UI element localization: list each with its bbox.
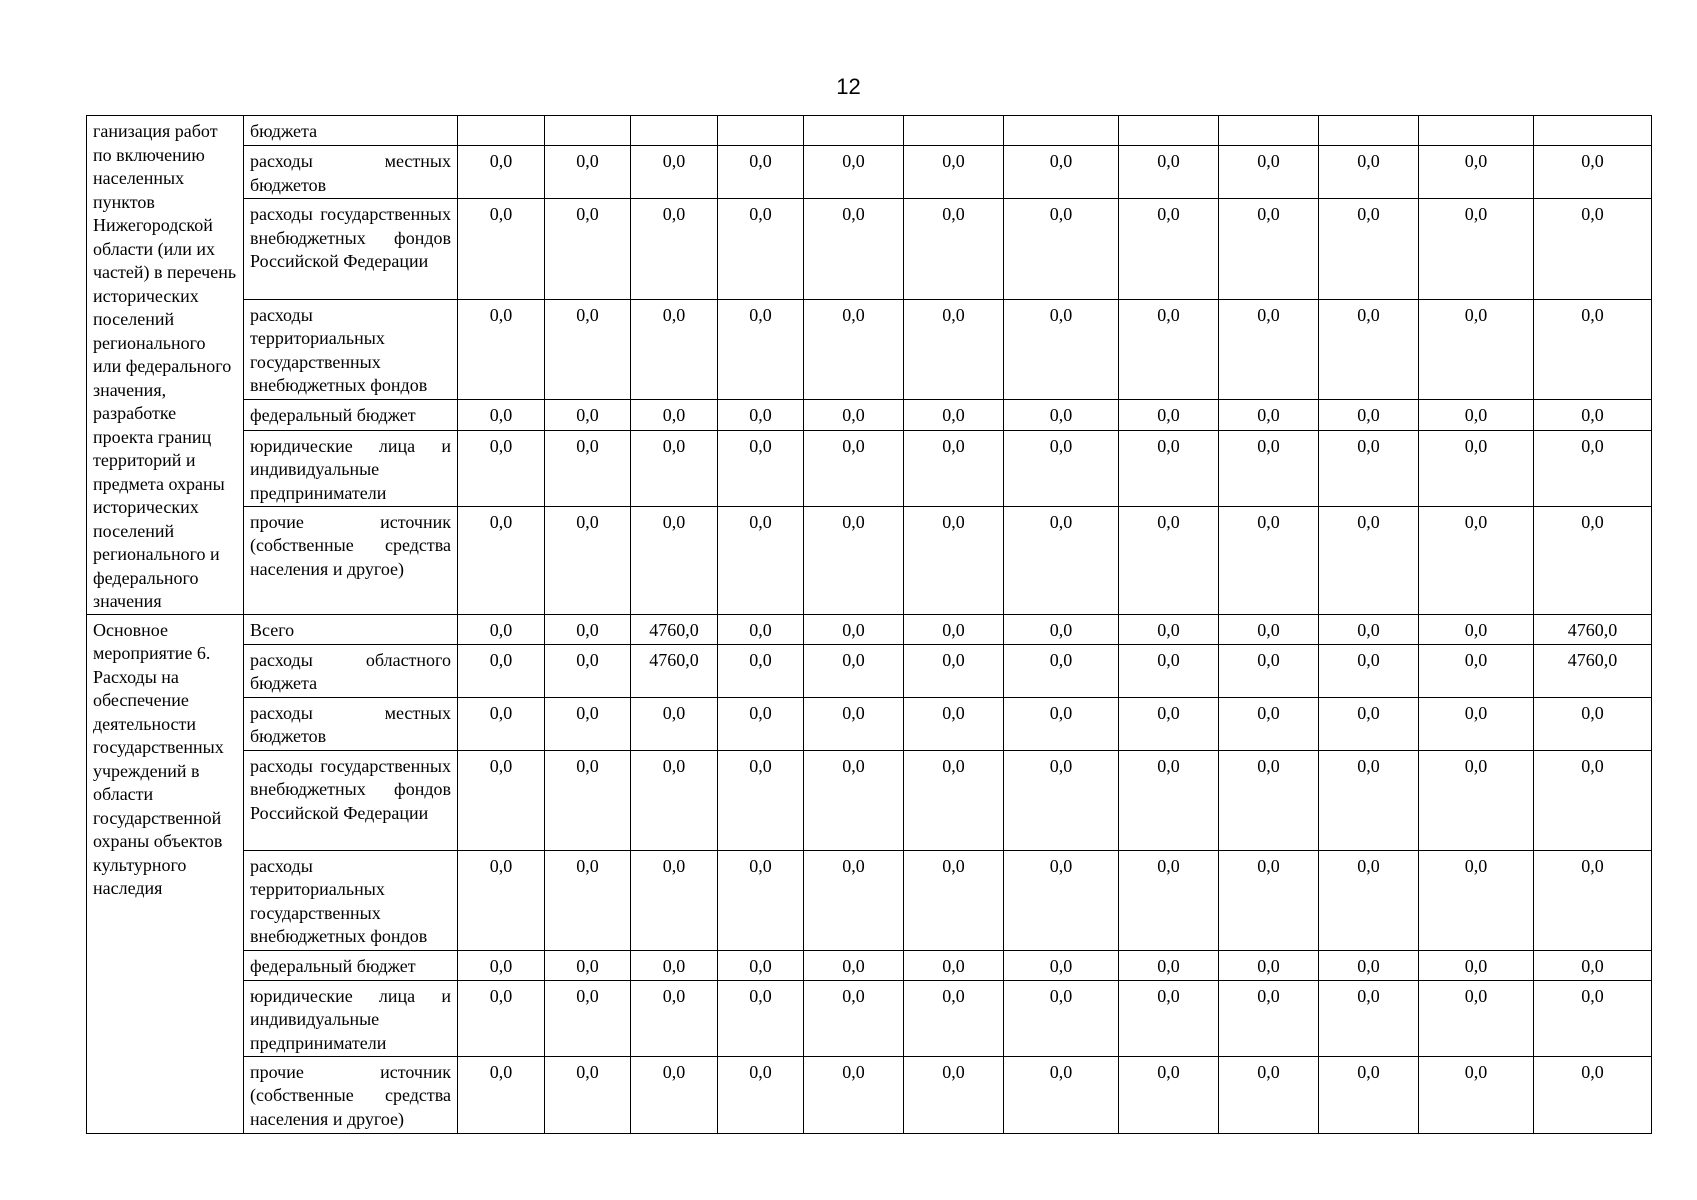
value-cell: 0,0 <box>458 299 545 400</box>
table-row <box>87 850 1652 950</box>
value-cell: 0,0 <box>904 750 1004 850</box>
value-cell: 0,0 <box>458 750 545 850</box>
value-cell: 0,0 <box>1004 697 1119 750</box>
value-cell <box>458 116 545 146</box>
value-cell: 0,0 <box>1219 506 1319 614</box>
value-cell: 0,0 <box>1004 1056 1119 1133</box>
value-cell: 0,0 <box>545 950 631 980</box>
value-cell <box>718 116 804 146</box>
value-cell: 0,0 <box>1319 146 1419 199</box>
value-cell: 0,0 <box>1119 750 1219 850</box>
value-cell: 0,0 <box>631 430 718 506</box>
value-cell: 0,0 <box>1119 644 1219 697</box>
value-cell: 0,0 <box>804 506 904 614</box>
value-cell: 0,0 <box>718 506 804 614</box>
value-cell: 0,0 <box>1219 950 1319 980</box>
value-cell: 0,0 <box>1419 146 1534 199</box>
value-cell: 0,0 <box>904 614 1004 644</box>
value-cell: 0,0 <box>458 400 545 430</box>
value-cell: 0,0 <box>631 1056 718 1133</box>
value-cell: 0,0 <box>1319 199 1419 300</box>
value-cell: 0,0 <box>545 750 631 850</box>
value-cell: 0,0 <box>1534 146 1652 199</box>
value-cell: 0,0 <box>804 1056 904 1133</box>
value-cell: 0,0 <box>545 430 631 506</box>
value-cell: 0,0 <box>1534 1056 1652 1133</box>
value-cell: 0,0 <box>1319 950 1419 980</box>
table-row <box>87 199 1652 300</box>
value-cell: 0,0 <box>1419 850 1534 950</box>
value-cell: 0,0 <box>545 980 631 1056</box>
value-cell: 0,0 <box>1004 506 1119 614</box>
page-number: 12 <box>836 74 861 99</box>
table-row <box>87 1056 1652 1133</box>
table-row <box>87 116 1652 146</box>
value-cell: 0,0 <box>1534 430 1652 506</box>
value-cell: 0,0 <box>804 400 904 430</box>
value-cell: 0,0 <box>631 980 718 1056</box>
value-cell: 0,0 <box>718 980 804 1056</box>
budget-table <box>86 115 1652 1134</box>
funding-source-cell: прочие источник (собственные средства населения и другое) <box>244 506 458 614</box>
value-cell: 0,0 <box>631 146 718 199</box>
value-cell: 0,0 <box>1419 644 1534 697</box>
value-cell: 0,0 <box>1004 614 1119 644</box>
value-cell: 0,0 <box>904 1056 1004 1133</box>
value-cell: 0,0 <box>718 697 804 750</box>
value-cell: 0,0 <box>631 299 718 400</box>
value-cell: 0,0 <box>718 199 804 300</box>
value-cell: 0,0 <box>545 506 631 614</box>
value-cell: 0,0 <box>1419 697 1534 750</box>
value-cell: 0,0 <box>1219 644 1319 697</box>
value-cell: 0,0 <box>904 299 1004 400</box>
value-cell: 0,0 <box>458 1056 545 1133</box>
funding-source-cell: расходы местных бюджетов <box>244 697 458 750</box>
value-cell: 0,0 <box>904 850 1004 950</box>
value-cell: 0,0 <box>631 850 718 950</box>
value-cell: 0,0 <box>631 697 718 750</box>
value-cell: 0,0 <box>1004 980 1119 1056</box>
value-cell: 0,0 <box>904 146 1004 199</box>
measure-cell: ганизация работ по включению населенных пунктов Нижегородской области (или их частей) в перечень исторических поселений регионального или федерального значения, разработке проекта границ территорий и предмета охраны исторических поселений регионального и федерального значения <box>87 116 244 615</box>
value-cell: 0,0 <box>1419 430 1534 506</box>
value-cell: 4760,0 <box>631 614 718 644</box>
value-cell: 0,0 <box>1004 644 1119 697</box>
funding-source-cell: федеральный бюджет <box>244 400 458 430</box>
value-cell: 0,0 <box>545 199 631 300</box>
value-cell: 0,0 <box>1534 950 1652 980</box>
value-cell: 0,0 <box>804 980 904 1056</box>
value-cell: 0,0 <box>545 614 631 644</box>
value-cell: 0,0 <box>458 850 545 950</box>
value-cell: 0,0 <box>458 146 545 199</box>
value-cell: 0,0 <box>545 299 631 400</box>
value-cell: 0,0 <box>458 697 545 750</box>
value-cell: 0,0 <box>1119 850 1219 950</box>
value-cell: 0,0 <box>1534 400 1652 430</box>
table-row <box>87 644 1652 697</box>
value-cell: 0,0 <box>1534 299 1652 400</box>
budget-table-body <box>87 116 1652 1134</box>
value-cell: 0,0 <box>1119 614 1219 644</box>
funding-source-cell: расходы территориальных государственных внебюджетных фондов <box>244 850 458 950</box>
value-cell: 0,0 <box>545 850 631 950</box>
value-cell: 0,0 <box>1004 950 1119 980</box>
funding-source-cell: бюджета <box>244 116 458 146</box>
value-cell: 0,0 <box>718 299 804 400</box>
value-cell: 0,0 <box>1319 506 1419 614</box>
value-cell: 0,0 <box>1419 980 1534 1056</box>
value-cell: 0,0 <box>1419 400 1534 430</box>
value-cell: 0,0 <box>1119 299 1219 400</box>
value-cell: 0,0 <box>1119 1056 1219 1133</box>
value-cell: 0,0 <box>1419 950 1534 980</box>
funding-source-cell: прочие источник (собственные средства населения и другое) <box>244 1056 458 1133</box>
value-cell: 0,0 <box>804 950 904 980</box>
value-cell: 0,0 <box>1219 980 1319 1056</box>
value-cell: 0,0 <box>1004 299 1119 400</box>
value-cell: 0,0 <box>1419 299 1534 400</box>
value-cell <box>1119 116 1219 146</box>
value-cell: 0,0 <box>718 146 804 199</box>
value-cell: 0,0 <box>1119 980 1219 1056</box>
value-cell <box>904 116 1004 146</box>
value-cell: 0,0 <box>1319 299 1419 400</box>
value-cell: 0,0 <box>631 400 718 430</box>
value-cell: 0,0 <box>545 400 631 430</box>
value-cell: 0,0 <box>1119 697 1219 750</box>
value-cell: 0,0 <box>1534 506 1652 614</box>
value-cell: 0,0 <box>1419 199 1534 300</box>
funding-source-cell: Всего <box>244 614 458 644</box>
value-cell: 0,0 <box>1219 430 1319 506</box>
value-cell: 0,0 <box>631 506 718 614</box>
value-cell <box>804 116 904 146</box>
value-cell: 0,0 <box>1219 614 1319 644</box>
value-cell: 0,0 <box>1219 146 1319 199</box>
value-cell: 4760,0 <box>1534 644 1652 697</box>
value-cell: 0,0 <box>1119 400 1219 430</box>
funding-source-cell: расходы государственных внебюджетных фондов Российской Федерации <box>244 750 458 850</box>
value-cell: 0,0 <box>1004 400 1119 430</box>
table-row <box>87 146 1652 199</box>
value-cell: 0,0 <box>458 950 545 980</box>
value-cell <box>1004 116 1119 146</box>
value-cell: 0,0 <box>458 506 545 614</box>
value-cell <box>545 116 631 146</box>
value-cell: 0,0 <box>1319 697 1419 750</box>
table-row <box>87 950 1652 980</box>
value-cell <box>1419 116 1534 146</box>
value-cell: 0,0 <box>804 299 904 400</box>
value-cell: 0,0 <box>631 950 718 980</box>
value-cell: 0,0 <box>718 950 804 980</box>
value-cell: 0,0 <box>904 644 1004 697</box>
value-cell <box>631 116 718 146</box>
value-cell: 0,0 <box>1319 980 1419 1056</box>
value-cell: 0,0 <box>904 950 1004 980</box>
value-cell: 0,0 <box>804 850 904 950</box>
table-row <box>87 506 1652 614</box>
table-row <box>87 400 1652 430</box>
value-cell: 0,0 <box>545 1056 631 1133</box>
funding-source-cell: юридические лица и индивидуальные предприниматели <box>244 430 458 506</box>
value-cell: 0,0 <box>718 430 804 506</box>
value-cell: 0,0 <box>1219 400 1319 430</box>
value-cell: 0,0 <box>545 697 631 750</box>
value-cell: 0,0 <box>1419 1056 1534 1133</box>
value-cell: 0,0 <box>1419 506 1534 614</box>
funding-source-cell: расходы государственных внебюджетных фондов Российской Федерации <box>244 199 458 300</box>
value-cell: 0,0 <box>904 400 1004 430</box>
value-cell: 0,0 <box>904 980 1004 1056</box>
value-cell <box>1319 116 1419 146</box>
value-cell: 0,0 <box>545 146 631 199</box>
value-cell: 0,0 <box>458 199 545 300</box>
value-cell: 0,0 <box>1319 750 1419 850</box>
value-cell: 0,0 <box>458 644 545 697</box>
value-cell: 0,0 <box>458 614 545 644</box>
value-cell: 0,0 <box>804 146 904 199</box>
value-cell: 0,0 <box>904 506 1004 614</box>
value-cell: 0,0 <box>1119 430 1219 506</box>
table-row <box>87 980 1652 1056</box>
value-cell: 0,0 <box>631 750 718 850</box>
value-cell: 0,0 <box>1219 299 1319 400</box>
value-cell: 0,0 <box>804 697 904 750</box>
funding-source-cell: федеральный бюджет <box>244 950 458 980</box>
value-cell: 0,0 <box>458 430 545 506</box>
funding-source-cell: расходы местных бюджетов <box>244 146 458 199</box>
table-row <box>87 697 1652 750</box>
value-cell: 0,0 <box>718 614 804 644</box>
value-cell: 0,0 <box>1119 950 1219 980</box>
value-cell: 0,0 <box>1319 430 1419 506</box>
value-cell: 0,0 <box>804 750 904 850</box>
value-cell: 0,0 <box>1219 199 1319 300</box>
value-cell: 0,0 <box>904 430 1004 506</box>
value-cell: 0,0 <box>1319 850 1419 950</box>
value-cell: 0,0 <box>1319 644 1419 697</box>
value-cell: 0,0 <box>1119 506 1219 614</box>
value-cell: 0,0 <box>631 199 718 300</box>
table-row <box>87 299 1652 400</box>
value-cell: 0,0 <box>1219 850 1319 950</box>
value-cell <box>1219 116 1319 146</box>
value-cell: 0,0 <box>1319 614 1419 644</box>
value-cell: 0,0 <box>1419 750 1534 850</box>
value-cell: 0,0 <box>804 644 904 697</box>
value-cell: 0,0 <box>1004 199 1119 300</box>
value-cell: 0,0 <box>1219 1056 1319 1133</box>
funding-source-cell: юридические лица и индивидуальные предприниматели <box>244 980 458 1056</box>
value-cell: 0,0 <box>804 199 904 300</box>
table-row <box>87 750 1652 850</box>
funding-source-cell: расходы территориальных государственных внебюджетных фондов <box>244 299 458 400</box>
value-cell: 0,0 <box>804 614 904 644</box>
value-cell: 0,0 <box>1319 400 1419 430</box>
value-cell: 0,0 <box>904 199 1004 300</box>
value-cell: 0,0 <box>804 430 904 506</box>
value-cell: 0,0 <box>718 644 804 697</box>
value-cell: 0,0 <box>718 1056 804 1133</box>
value-cell: 0,0 <box>1534 750 1652 850</box>
value-cell: 0,0 <box>1219 750 1319 850</box>
funding-source-cell: расходы областного бюджета <box>244 644 458 697</box>
value-cell: 4760,0 <box>631 644 718 697</box>
value-cell: 0,0 <box>1119 146 1219 199</box>
measure-cell: Основное мероприятие 6. Расходы на обеспечение деятельности государственных учреждений в области государственной охраны объектов культурного наследия <box>87 614 244 1133</box>
value-cell: 0,0 <box>458 980 545 1056</box>
value-cell: 0,0 <box>718 400 804 430</box>
table-row <box>87 430 1652 506</box>
value-cell: 0,0 <box>1004 850 1119 950</box>
value-cell: 0,0 <box>1319 1056 1419 1133</box>
value-cell: 0,0 <box>718 750 804 850</box>
value-cell: 0,0 <box>1534 697 1652 750</box>
value-cell: 0,0 <box>718 850 804 950</box>
value-cell: 0,0 <box>1534 980 1652 1056</box>
value-cell: 0,0 <box>1534 850 1652 950</box>
value-cell: 0,0 <box>1119 199 1219 300</box>
table-row <box>87 614 1652 644</box>
value-cell: 0,0 <box>904 697 1004 750</box>
value-cell: 0,0 <box>1004 430 1119 506</box>
value-cell: 0,0 <box>1004 146 1119 199</box>
value-cell: 0,0 <box>545 644 631 697</box>
value-cell: 0,0 <box>1004 750 1119 850</box>
value-cell: 0,0 <box>1419 614 1534 644</box>
value-cell: 4760,0 <box>1534 614 1652 644</box>
value-cell <box>1534 116 1652 146</box>
value-cell: 0,0 <box>1534 199 1652 300</box>
value-cell: 0,0 <box>1219 697 1319 750</box>
